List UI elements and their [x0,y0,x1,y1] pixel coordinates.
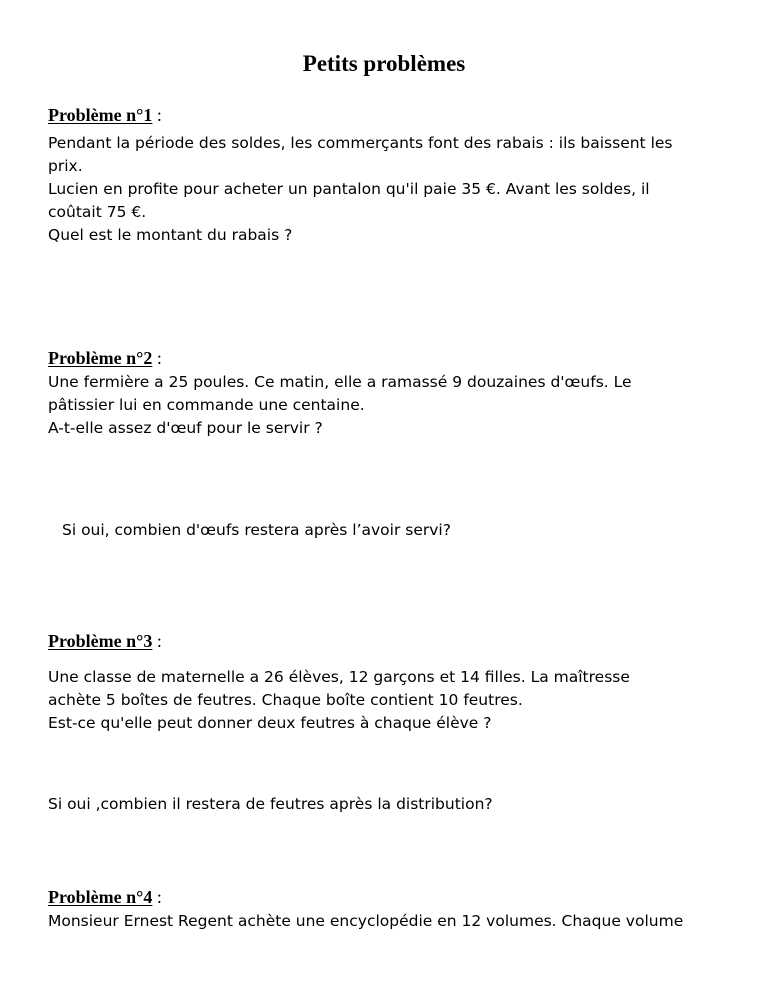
problem-1-label: Problème n°1 [48,105,153,125]
text-line: Pendant la période des soldes, les commerçants font des rabais : ils baissent les [48,134,673,152]
text-line: achète 5 boîtes de feutres. Chaque boîte contient 10 feutres. [48,691,523,709]
problem-1-statement [48,132,738,247]
text-line: Monsieur Ernest Regent achète une encyclopédie en 12 volumes. Chaque volume [48,912,684,930]
problem-4-heading [48,886,162,908]
problem-2-label: Problème n°2 [48,348,153,368]
problem-4-label: Problème n°4 [48,887,153,907]
text-line: Quel est le montant du rabais ? [48,226,293,244]
problem-2-heading [48,347,162,369]
page-title: Petits problèmes [302,51,466,76]
text-line: prix. [48,157,83,175]
text-line: coûtait 75 €. [48,203,147,221]
problem-4-colon: : [152,887,162,907]
problem-3-colon: : [152,631,162,651]
problem-3-heading [48,630,162,652]
problem-2-colon: : [152,348,162,368]
text-line: Est-ce qu'elle peut donner deux feutres à chaque élève ? [48,714,492,732]
text-line: Si oui ,combien il restera de feutres après la distribution? [48,795,493,813]
text-line: A-t-elle assez d'œuf pour le servir ? [48,419,323,437]
text-line: Lucien en profite pour acheter un pantalon qu'il paie 35 €. Avant les soldes, il [48,180,650,198]
problem-1-heading [48,104,162,126]
problem-3-label: Problème n°3 [48,631,153,651]
problem-3-statement [48,666,738,735]
text-line: Si oui, combien d'œufs restera après l’avoir servi? [62,521,451,539]
problem-4-statement [48,910,738,933]
problem-1-colon: : [152,105,162,125]
problem-2-statement [48,371,738,440]
problem-2-followup [62,519,752,542]
text-line: Une classe de maternelle a 26 élèves, 12 garçons et 14 filles. La maîtresse [48,668,630,686]
text-line: Une fermière a 25 poules. Ce matin, elle a ramassé 9 douzaines d'œufs. Le [48,373,632,391]
problem-3-followup [48,793,738,816]
text-line: pâtissier lui en commande une centaine. [48,396,365,414]
